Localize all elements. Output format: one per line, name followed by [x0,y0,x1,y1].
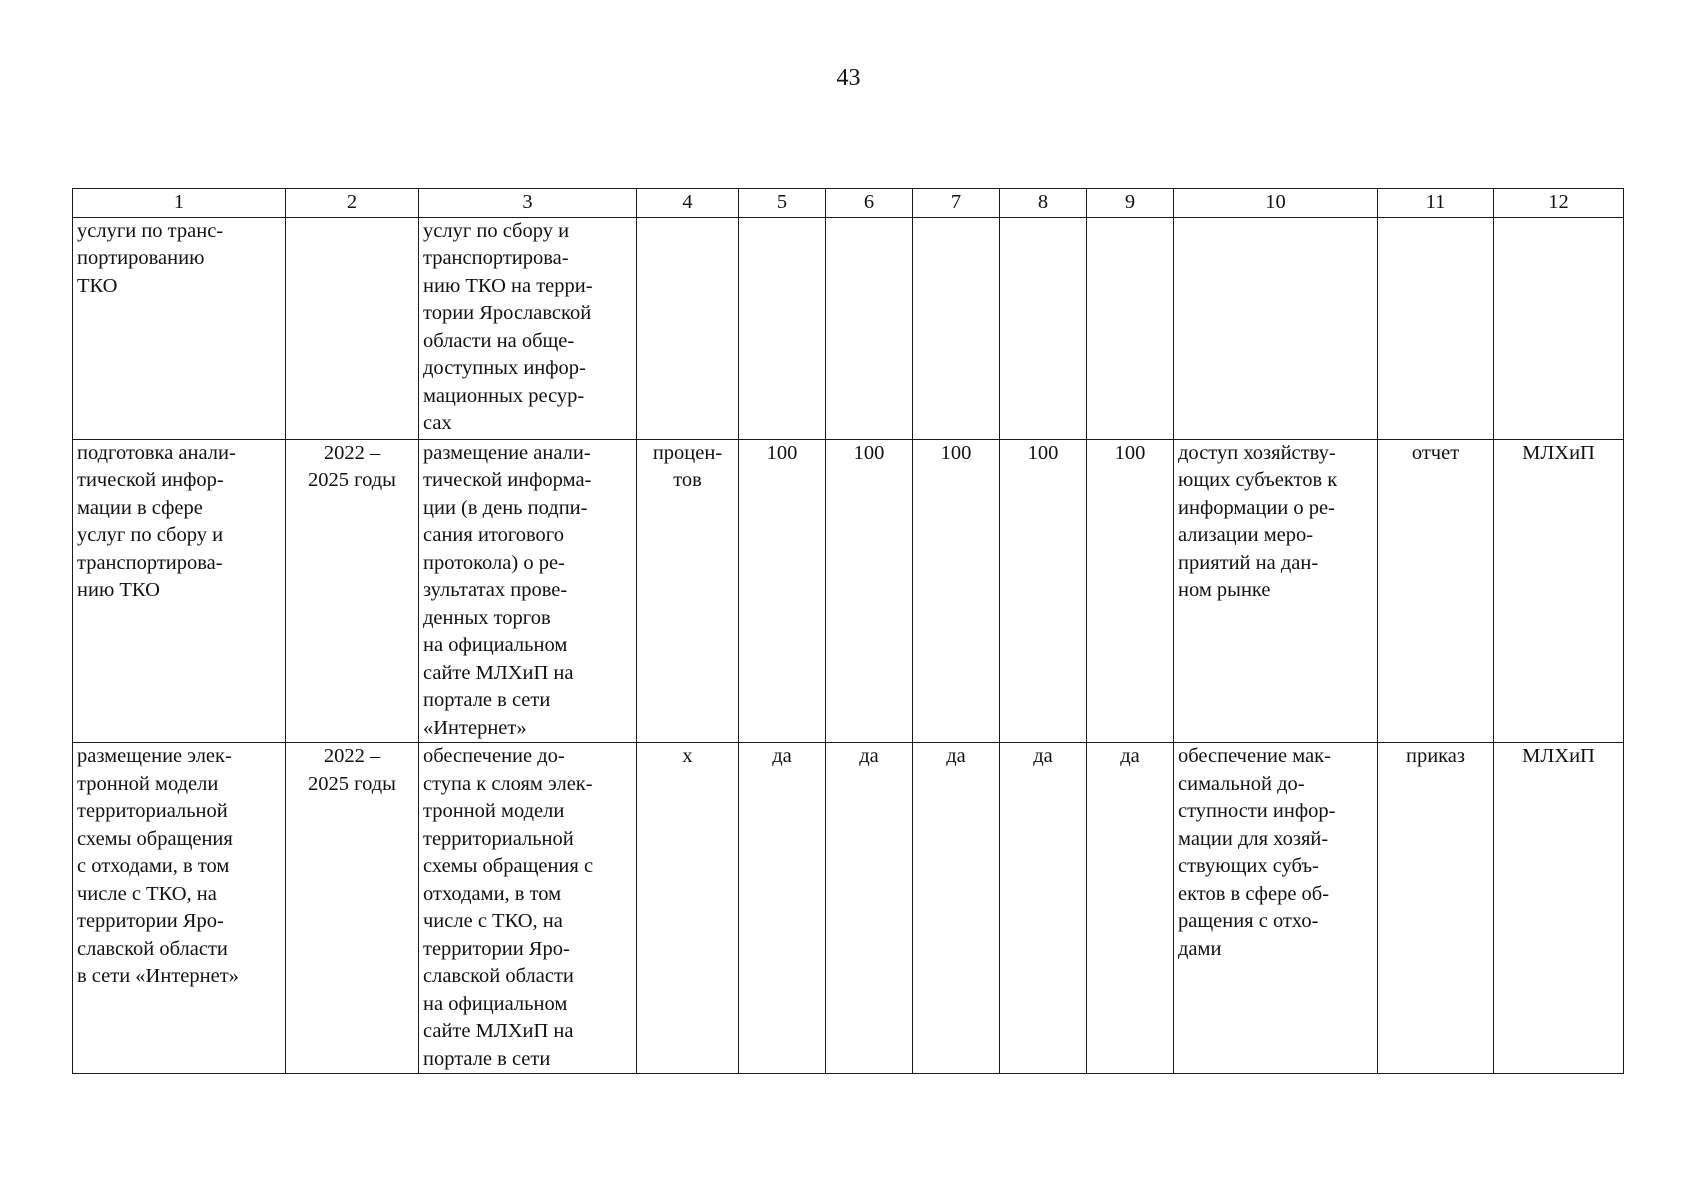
column-number-1: 1 [73,189,286,218]
cell-value-6 [826,217,913,439]
cell-value-7 [913,217,1000,439]
cell-unit [637,217,739,439]
cell-measure: размещение элек- тронной модели территориальной схемы обращения с отходами, в том числе с ТКО, на территории Яро- славской области в сети «Интернет» [73,743,286,1074]
cell-indicator: размещение анали- тической информа- ции (в день подпи- сания итогового протокола) о ре- зультатах прове- денных торгов на официальном сайте МЛХиП на портале в сети «Интернет» [419,439,637,743]
cell-document [1378,217,1494,439]
column-number-9: 9 [1087,189,1174,218]
column-number-5: 5 [739,189,826,218]
cell-period [286,217,419,439]
cell-value-9: да [1087,743,1174,1074]
cell-result: доступ хозяйству- ющих субъектов к информации о ре- ализации меро- приятий на дан- ном рынке [1174,439,1378,743]
cell-measure: услуги по транс- портированию ТКО [73,217,286,439]
table-row [73,743,1624,1074]
column-number-11: 11 [1378,189,1494,218]
cell-period: 2022 – 2025 годы [286,439,419,743]
cell-period: 2022 – 2025 годы [286,743,419,1074]
cell-value-8 [1000,217,1087,439]
cell-responsible: МЛХиП [1494,743,1624,1074]
page-number: 43 [836,65,861,91]
column-number-6: 6 [826,189,913,218]
cell-value-5: да [739,743,826,1074]
cell-value-8: да [1000,743,1087,1074]
cell-value-8: 100 [1000,439,1087,743]
column-number-3: 3 [419,189,637,218]
cell-indicator: услуг по сбору и транспортирова- нию ТКО на терри- тории Ярославской области на обще- доступных инфор- мационных ресур- сах [419,217,637,439]
column-number-10: 10 [1174,189,1378,218]
cell-result: обеспечение мак- симальной до- ступности инфор- мации для хозяй- ствующих субъ- ектов в сфере об- ращения с отхо- дами [1174,743,1378,1074]
cell-value-5 [739,217,826,439]
cell-value-6: да [826,743,913,1074]
cell-document: отчет [1378,439,1494,743]
column-number-8: 8 [1000,189,1087,218]
cell-responsible [1494,217,1624,439]
cell-value-5: 100 [739,439,826,743]
cell-value-9 [1087,217,1174,439]
cell-unit: процен- тов [637,439,739,743]
cell-responsible: МЛХиП [1494,439,1624,743]
cell-value-9: 100 [1087,439,1174,743]
column-number-12: 12 [1494,189,1624,218]
cell-value-7: да [913,743,1000,1074]
cell-measure: подготовка анали- тической инфор- мации в сфере услуг по сбору и транспортирова- нию ТКО [73,439,286,743]
measures-table [72,188,1624,1074]
cell-value-7: 100 [913,439,1000,743]
table-row [73,439,1624,743]
cell-unit: х [637,743,739,1074]
cell-value-6: 100 [826,439,913,743]
column-number-2: 2 [286,189,419,218]
cell-indicator: обеспечение до- ступа к слоям элек- тронной модели территориальной схемы обращения с отходами, в том числе с ТКО, на территории Яро- славской области на официальном сайте МЛХиП на портале в сети [419,743,637,1074]
table-row [73,217,1624,439]
cell-document: приказ [1378,743,1494,1074]
column-number-7: 7 [913,189,1000,218]
column-number-4: 4 [637,189,739,218]
table-header-row [73,189,1624,218]
cell-result [1174,217,1378,439]
